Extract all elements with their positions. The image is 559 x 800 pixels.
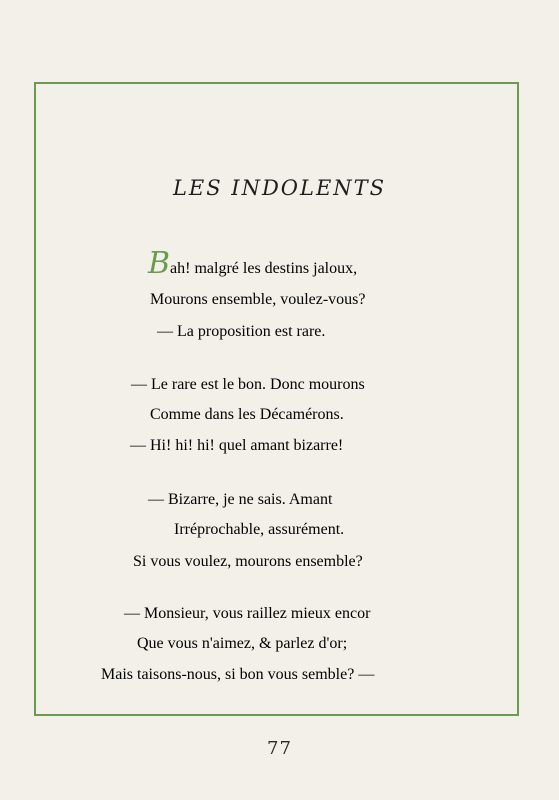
poem-line-4-3: Mais taisons-nous, si bon vous semble? —: [101, 666, 375, 683]
poem-line-3-1: — Bizarre, je ne sais. Amant: [148, 491, 333, 508]
poem-line-1-3: — La proposition est rare.: [157, 323, 326, 340]
poem-line-2-3: — Hi! hi! hi! quel amant bizarre!: [130, 437, 344, 454]
page-number: 77: [267, 738, 292, 759]
drop-cap-letter: B: [148, 246, 171, 281]
poem-line-2-1: — Le rare est le bon. Donc mourons: [131, 376, 365, 393]
poem-line-1-2: Mourons ensemble, voulez-vous?: [150, 291, 366, 308]
poem-line-3-2: Irréprochable, assurément.: [174, 521, 345, 538]
poem-line-1-1: Bah! malgré les destins jaloux,: [148, 246, 358, 281]
poem-line-4-1: — Monsieur, vous raillez mieux encor: [124, 605, 371, 622]
poem-line-4-2: Que vous n'aimez, & parlez d'or;: [137, 635, 348, 652]
poem-line-2-2: Comme dans les Décamérons.: [150, 406, 344, 423]
poem-line-3-3: Si vous voulez, mourons ensemble?: [133, 553, 363, 570]
poem-title: LES INDOLENTS: [172, 176, 387, 200]
